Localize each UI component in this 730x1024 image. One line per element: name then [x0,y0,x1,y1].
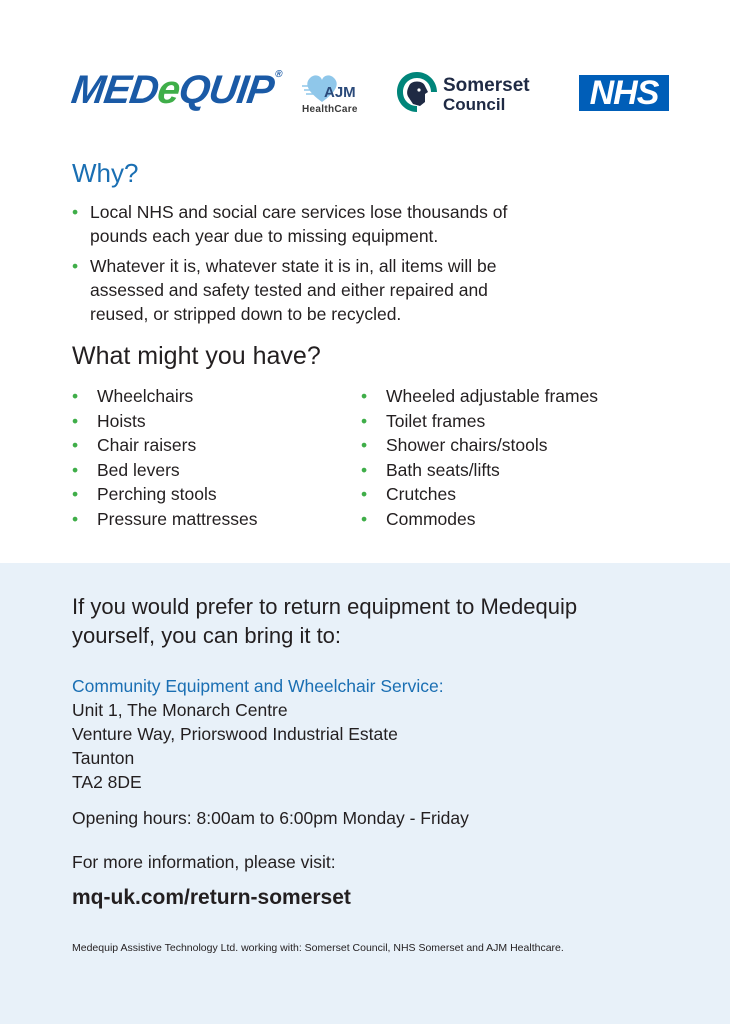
equipment-item: • Bath seats/lifts [361,458,598,483]
return-intro [72,592,672,650]
equipment-item: • Hoists [72,409,257,434]
logo-bar [0,0,730,140]
return-intro-line: yourself, you can bring it to: [72,623,342,648]
ajm-logo-subtext: HealthCare [302,104,358,115]
ajm-heart-icon [300,70,370,106]
why-bullet [72,254,572,326]
why-bullet-line: Local NHS and social care services lose thousands of [90,202,508,222]
more-info-text: For more information, please visit: [72,852,336,872]
why-bullet-line: pounds each year due to missing equipment. [90,226,439,246]
ajm-healthcare-logo [300,70,370,116]
equipment-item: • Perching stools [72,482,257,507]
equipment-item: • Crutches [361,482,598,507]
address-line: Venture Way, Priorswood Industrial Estate [72,724,398,744]
equipment-list-right [361,384,598,531]
equipment-item: • Commodes [361,507,598,532]
service-address [72,674,444,794]
opening-hours: Opening hours: 8:00am to 6:00pm Monday - Friday [72,808,469,828]
address-line: TA2 8DE [72,772,142,792]
return-intro-line: If you would prefer to return equipment to Medequip [72,594,578,619]
why-bullet-line: reused, or stripped down to be recycled. [90,304,402,324]
equipment-item: • Bed levers [72,458,257,483]
somerset-council-logo [395,70,555,116]
why-bullet-line: assessed and safety tested and either repaired and [90,280,488,300]
why-bullet-line: Whatever it is, whatever state it is in, all items will be [90,256,497,276]
somerset-logo-line1: Somerset [443,75,530,96]
what-might-you-have-heading: What might you have? [72,342,321,370]
medequip-logo-reg: ® [274,69,283,80]
return-url-link[interactable]: mq-uk.com/return-somerset [72,886,351,909]
ajm-logo-text: AJM [324,84,356,101]
medequip-logo [69,70,282,110]
equipment-item: • Shower chairs/stools [361,433,598,458]
equipment-item: • Toilet frames [361,409,598,434]
equipment-item: • Wheelchairs [72,384,257,409]
footer-text: Medequip Assistive Technology Ltd. working with: Somerset Council, NHS Somerset and AJM Healthcare. [72,942,564,954]
medequip-logo-e: e [154,68,183,112]
somerset-lion-icon [395,70,439,114]
equipment-item: • Chair raisers [72,433,257,458]
equipment-item: • Wheeled adjustable frames [361,384,598,409]
why-bullet [72,200,572,248]
medequip-logo-prefix: MED [68,68,161,112]
nhs-logo: NHS [579,75,669,111]
address-line: Taunton [72,748,135,768]
medequip-logo-suffix: QUIP [176,68,277,112]
why-list [72,200,572,332]
why-heading: Why? [72,158,139,188]
equipment-item: • Pressure mattresses [72,507,257,532]
service-name: Community Equipment and Wheelchair Service: [72,676,444,696]
address-line: Unit 1, The Monarch Centre [72,700,288,720]
equipment-list-left [72,384,257,531]
somerset-logo-line2: Council [443,95,506,114]
